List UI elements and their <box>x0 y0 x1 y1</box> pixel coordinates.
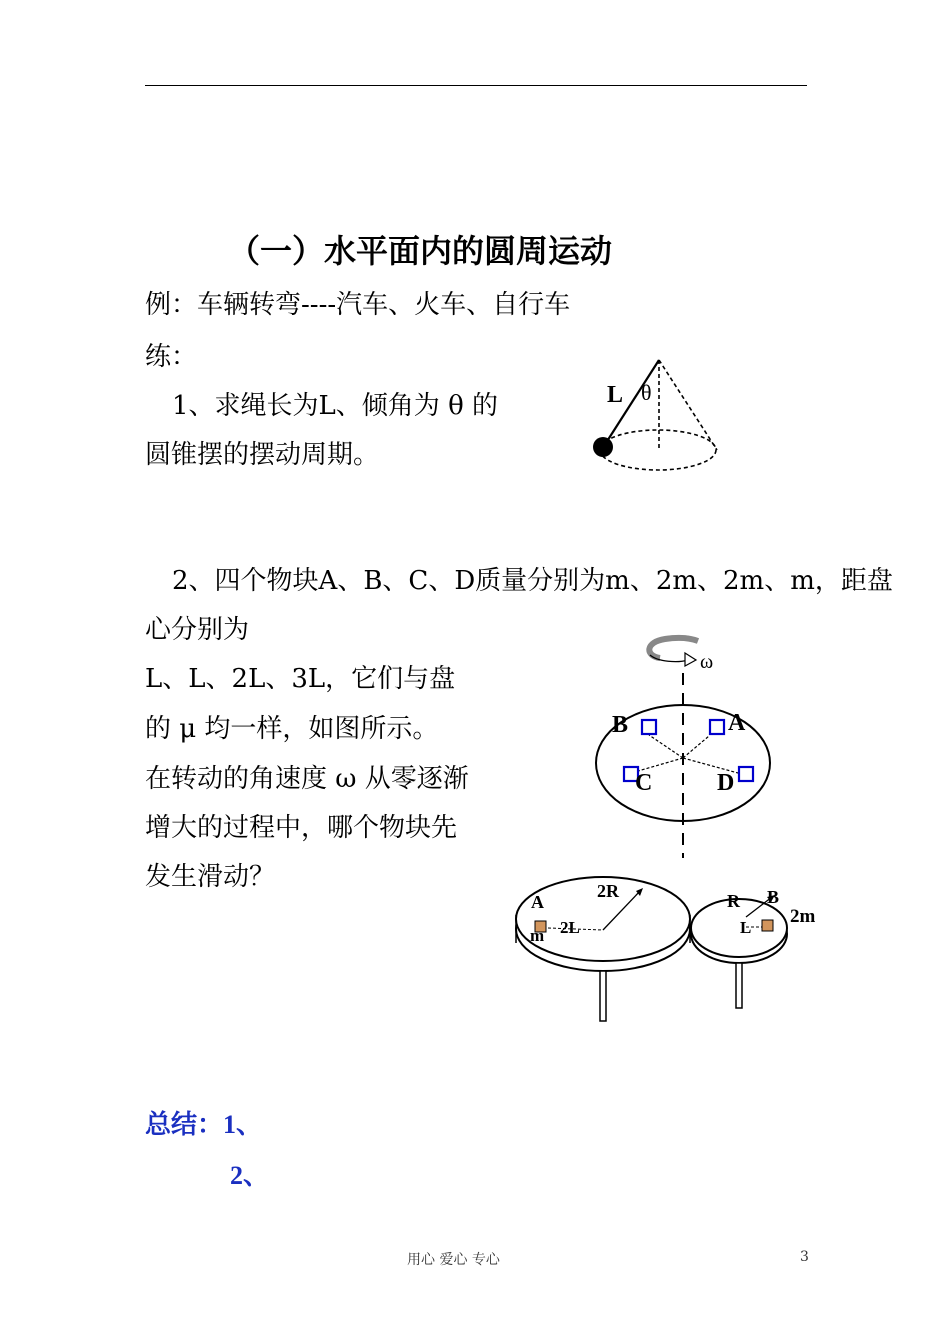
practice-label: 练： <box>145 342 198 372</box>
label-table-2L: 2L <box>560 918 580 937</box>
label-table-L: L <box>740 918 752 937</box>
label-table-m: m <box>530 926 545 945</box>
label-table-A: A <box>531 892 544 912</box>
section-title: （一）水平面内的圆周运动 <box>228 232 613 270</box>
example-line: 例：车辆转弯----汽车、火车、自行车 <box>145 290 571 320</box>
q1-line-2: 圆锥摆的摆动周期。 <box>145 440 380 470</box>
pendulum-bob <box>593 437 613 457</box>
block-d <box>739 767 753 781</box>
q2-line-1: 2、四个物块A、B、C、D质量分别为m、2m、2m、m，距盘 <box>172 566 893 596</box>
label-A: A <box>728 710 746 736</box>
rotation-arrow-head <box>685 653 696 666</box>
label-D: D <box>717 770 735 796</box>
summary-item-2: 2、 <box>230 1161 270 1190</box>
two-tables-figure <box>512 875 827 1025</box>
q2-line-6: 增大的过程中，哪个物块先 <box>145 813 458 843</box>
header-rule <box>145 85 807 86</box>
q2-line-5: 在转动的角速度 ω 从零逐渐 <box>145 764 469 794</box>
label-B: B <box>612 712 629 738</box>
rotating-disk-figure <box>590 628 780 863</box>
block-b <box>642 720 656 734</box>
footer-text: 用心 爱心 专心 <box>407 1252 500 1268</box>
label-C: C <box>635 770 653 796</box>
q2-line-3: L、L、2L、3L，它们与盘 <box>145 664 456 694</box>
label-theta: θ <box>641 380 652 405</box>
page-number: 3 <box>800 1249 809 1265</box>
label-table-B: B <box>767 887 780 907</box>
label-table-2R: 2R <box>597 881 619 901</box>
summary-label: 总结：1、 <box>145 1110 263 1139</box>
label-table-R: R <box>727 891 740 911</box>
label-omega: ω <box>700 651 714 673</box>
conical-pendulum-figure <box>585 355 725 480</box>
q2-line-2: 心分别为 <box>145 615 250 645</box>
q2-line-7: 发生滑动？ <box>145 862 276 892</box>
label-table-2m: 2m <box>790 906 816 927</box>
q1-line-1: 1、求绳长为L、倾角为 θ 的 <box>172 391 498 421</box>
table-block-b <box>762 920 773 931</box>
block-a <box>710 720 724 734</box>
q2-line-4: 的 μ 均一样，如图所示。 <box>145 714 439 744</box>
label-L: L <box>607 382 624 408</box>
